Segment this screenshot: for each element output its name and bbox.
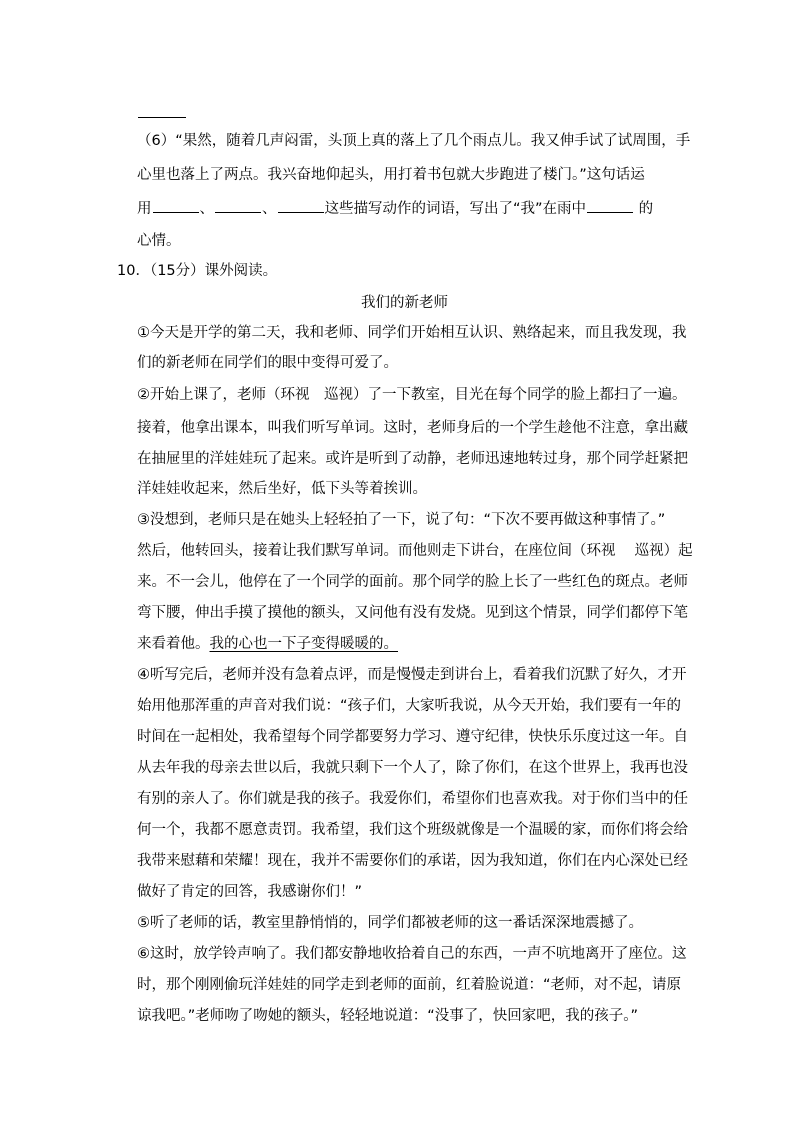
answer-blank[interactable]: [215, 198, 261, 213]
paragraph-line: 来。不一会儿，他停在了一个同学的面前。那个同学的脸上长了一些红色的斑点。老师: [137, 574, 688, 590]
q6-text: 的: [638, 201, 654, 217]
paragraph-line: ②开始上课了，老师（环视 巡视）了一下教室，目光在每个同学的脸上都扫了一遍。: [137, 387, 687, 403]
answer-blank[interactable]: [278, 198, 324, 213]
answer-blank[interactable]: [587, 198, 633, 213]
paragraph-text: 来看着他。: [137, 636, 210, 652]
underlined-sentence: 我的心也一下子变得暖暖的。: [209, 636, 398, 652]
paragraph-line: 我带来慰藉和荣耀！现在，我并不需要你们的承诺，因为我知道，你们在内心深处已经: [137, 853, 688, 869]
paragraph-line: ⑤听了老师的话，教室里静悄悄的，同学们都被老师的这一番话深深地震撼了。: [137, 915, 643, 931]
paragraph-line: 有别的亲人了。你们就是我的孩子。我爱你们，希望你们也喜欢我。对于你们当中的任: [137, 791, 688, 807]
paragraph-line: ⑥这时，放学铃声响了。我们都安静地收拾着自己的东西，一声不吭地离开了座位。这: [137, 946, 687, 962]
q6-line-2: 心里也落上了两点。我兴奋地仰起头，用打着书包就大步跑进了楼门。”这句话运: [137, 167, 645, 183]
paragraph-line: 们的新老师在同学们的眼中变得可爱了。: [137, 355, 398, 371]
paragraph-line: 然后，他转回头，接着让我们默写单词。而他则走下讲台，在座位间（环视 巡视）起: [137, 543, 693, 559]
answer-blank[interactable]: [153, 198, 199, 213]
paragraph-line: 谅我吧。”老师吻了吻她的额头，轻轻地说道：“没事了，快回家吧，我的孩子。”: [137, 1008, 639, 1024]
paragraph-line: 始用他那浑重的声音对我们说：“孩子们，大家听我说，从今天开始，我们要有一年的: [137, 698, 682, 714]
paragraph-line: 在抽屉里的洋娃娃玩了起来。或许是听到了动静，老师迅速地转过身，那个同学赶紧把: [137, 451, 688, 467]
q6-line-3: [137, 198, 653, 218]
paragraph-line: ③没想到，老师只是在她头上轻轻拍了一下，说了句：“下次不要再做这种事情了。”: [137, 512, 666, 528]
answer-blank[interactable]: [138, 117, 186, 118]
q6-line-4: 心情。: [137, 233, 181, 249]
q6-text: 、: [199, 201, 214, 217]
paragraph-line: 时间在一起相处，我希望每个同学都要努力学习、遵守纪律，快快乐乐度过这一年。自: [137, 729, 688, 745]
paragraph-line: ④听写完后，老师并没有急着点评，而是慢慢走到讲台上，看着我们沉默了好久，才开: [137, 667, 687, 683]
question-header: 10．（15分）课外阅读。: [117, 263, 278, 279]
q6-text: 用: [137, 201, 152, 217]
paragraph-line: 从去年我的母亲去世以后，我就只剩下一个人了，除了你们，在这个世界上，我再也没: [137, 760, 688, 776]
paragraph-line: 做好了肯定的回答，我感谢你们！”: [137, 884, 363, 900]
paragraph-line: 时，那个刚刚偷玩洋娃娃的同学走到老师的面前，红着脸说道：“老师，对不起，请原: [137, 977, 682, 993]
paragraph-line: 何一个，我都不愿意责罚。我希望，我们这个班级就像是一个温暖的家，而你们将会给: [137, 822, 688, 838]
paragraph-line: 洋娃娃收起来，然后坐好，低下头等着挨训。: [137, 481, 427, 497]
q6-line-1: （6）“果然，随着几声闷雷，头顶上真的落上了几个雨点儿。我又伸手试了试周围，手: [137, 133, 691, 149]
q6-text: 这些描写动作的词语，写出了“我”在雨中: [324, 201, 587, 217]
passage-title: 我们的新老师: [361, 295, 448, 311]
paragraph-line: [137, 634, 398, 654]
paragraph-line: 接着，他拿出课本，叫我们听写单词。这时，老师身后的一个学生趁他不注意，拿出藏: [137, 420, 688, 436]
paragraph-line: ①今天是开学的第二天，我和老师、同学们开始相互认识、熟络起来，而且我发现，我: [137, 325, 687, 341]
paragraph-line: 弯下腰，伸出手摸了摸他的额头，又问他有没有发烧。见到这个情景，同学们都停下笔: [137, 605, 688, 621]
q6-text: 、: [262, 201, 277, 217]
